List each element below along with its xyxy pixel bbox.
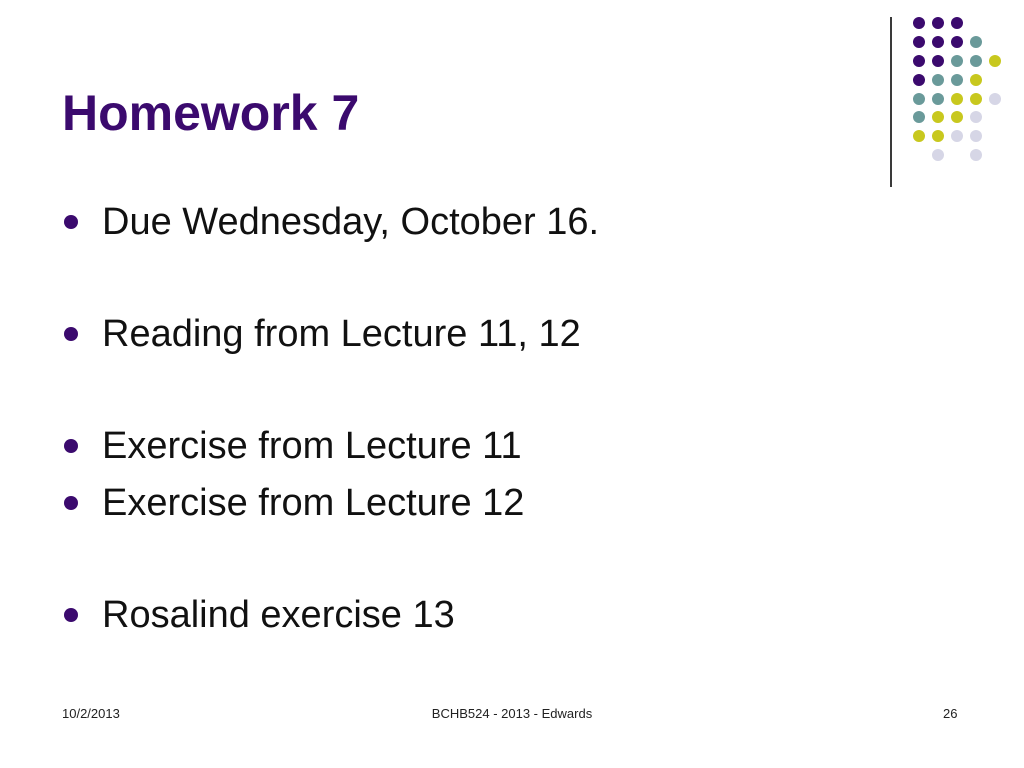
footer-course: BCHB524 - 2013 - Edwards [431, 706, 593, 721]
footer-date: 10/2/2013 [62, 706, 120, 721]
decor-dot [951, 36, 963, 48]
decor-dot [913, 93, 925, 105]
slide-number: 26 [943, 706, 958, 721]
bullet-text: Due Wednesday, October 16. [102, 201, 600, 243]
decor-dot [913, 111, 925, 123]
decor-dot [951, 93, 963, 105]
decor-dot [951, 111, 963, 123]
decor-dot [913, 74, 925, 86]
bullet-item [64, 484, 524, 522]
decor-dot [932, 74, 944, 86]
bullet-text: Rosalind exercise 13 [102, 594, 455, 636]
bullet-item [64, 427, 522, 465]
slide-title: Homework 7 [62, 85, 360, 141]
vertical-divider [890, 17, 892, 187]
bullet-item [64, 203, 599, 241]
decor-dot [970, 74, 982, 86]
decor-dot [913, 36, 925, 48]
bullet-icon [64, 608, 78, 622]
decor-dot [989, 55, 1001, 67]
bullet-item [64, 315, 581, 353]
decor-dot [932, 93, 944, 105]
bullet-item [64, 596, 455, 634]
bullet-icon [64, 215, 78, 229]
decor-dot [913, 17, 925, 29]
bullet-icon [64, 327, 78, 341]
bullet-text: Reading from Lecture 11, 12 [102, 313, 581, 355]
decor-dot [951, 17, 963, 29]
decor-dot [970, 149, 982, 161]
decor-dot [970, 93, 982, 105]
bullet-icon [64, 439, 78, 453]
decor-dot [932, 130, 944, 142]
decor-dot [970, 36, 982, 48]
decor-dot [951, 130, 963, 142]
bullet-text: Exercise from Lecture 12 [102, 482, 525, 524]
decor-dot [913, 130, 925, 142]
bullet-icon [64, 496, 78, 510]
decor-dot [932, 55, 944, 67]
decor-dot [970, 130, 982, 142]
decor-dot [932, 149, 944, 161]
decor-dot [989, 93, 1001, 105]
decor-dot [970, 55, 982, 67]
decor-dot [932, 36, 944, 48]
bullet-text: Exercise from Lecture 11 [102, 425, 522, 467]
decor-dot [970, 111, 982, 123]
decor-dot [951, 55, 963, 67]
decor-dot [913, 55, 925, 67]
decor-dot [932, 111, 944, 123]
decor-dot [932, 17, 944, 29]
decor-dot [951, 74, 963, 86]
